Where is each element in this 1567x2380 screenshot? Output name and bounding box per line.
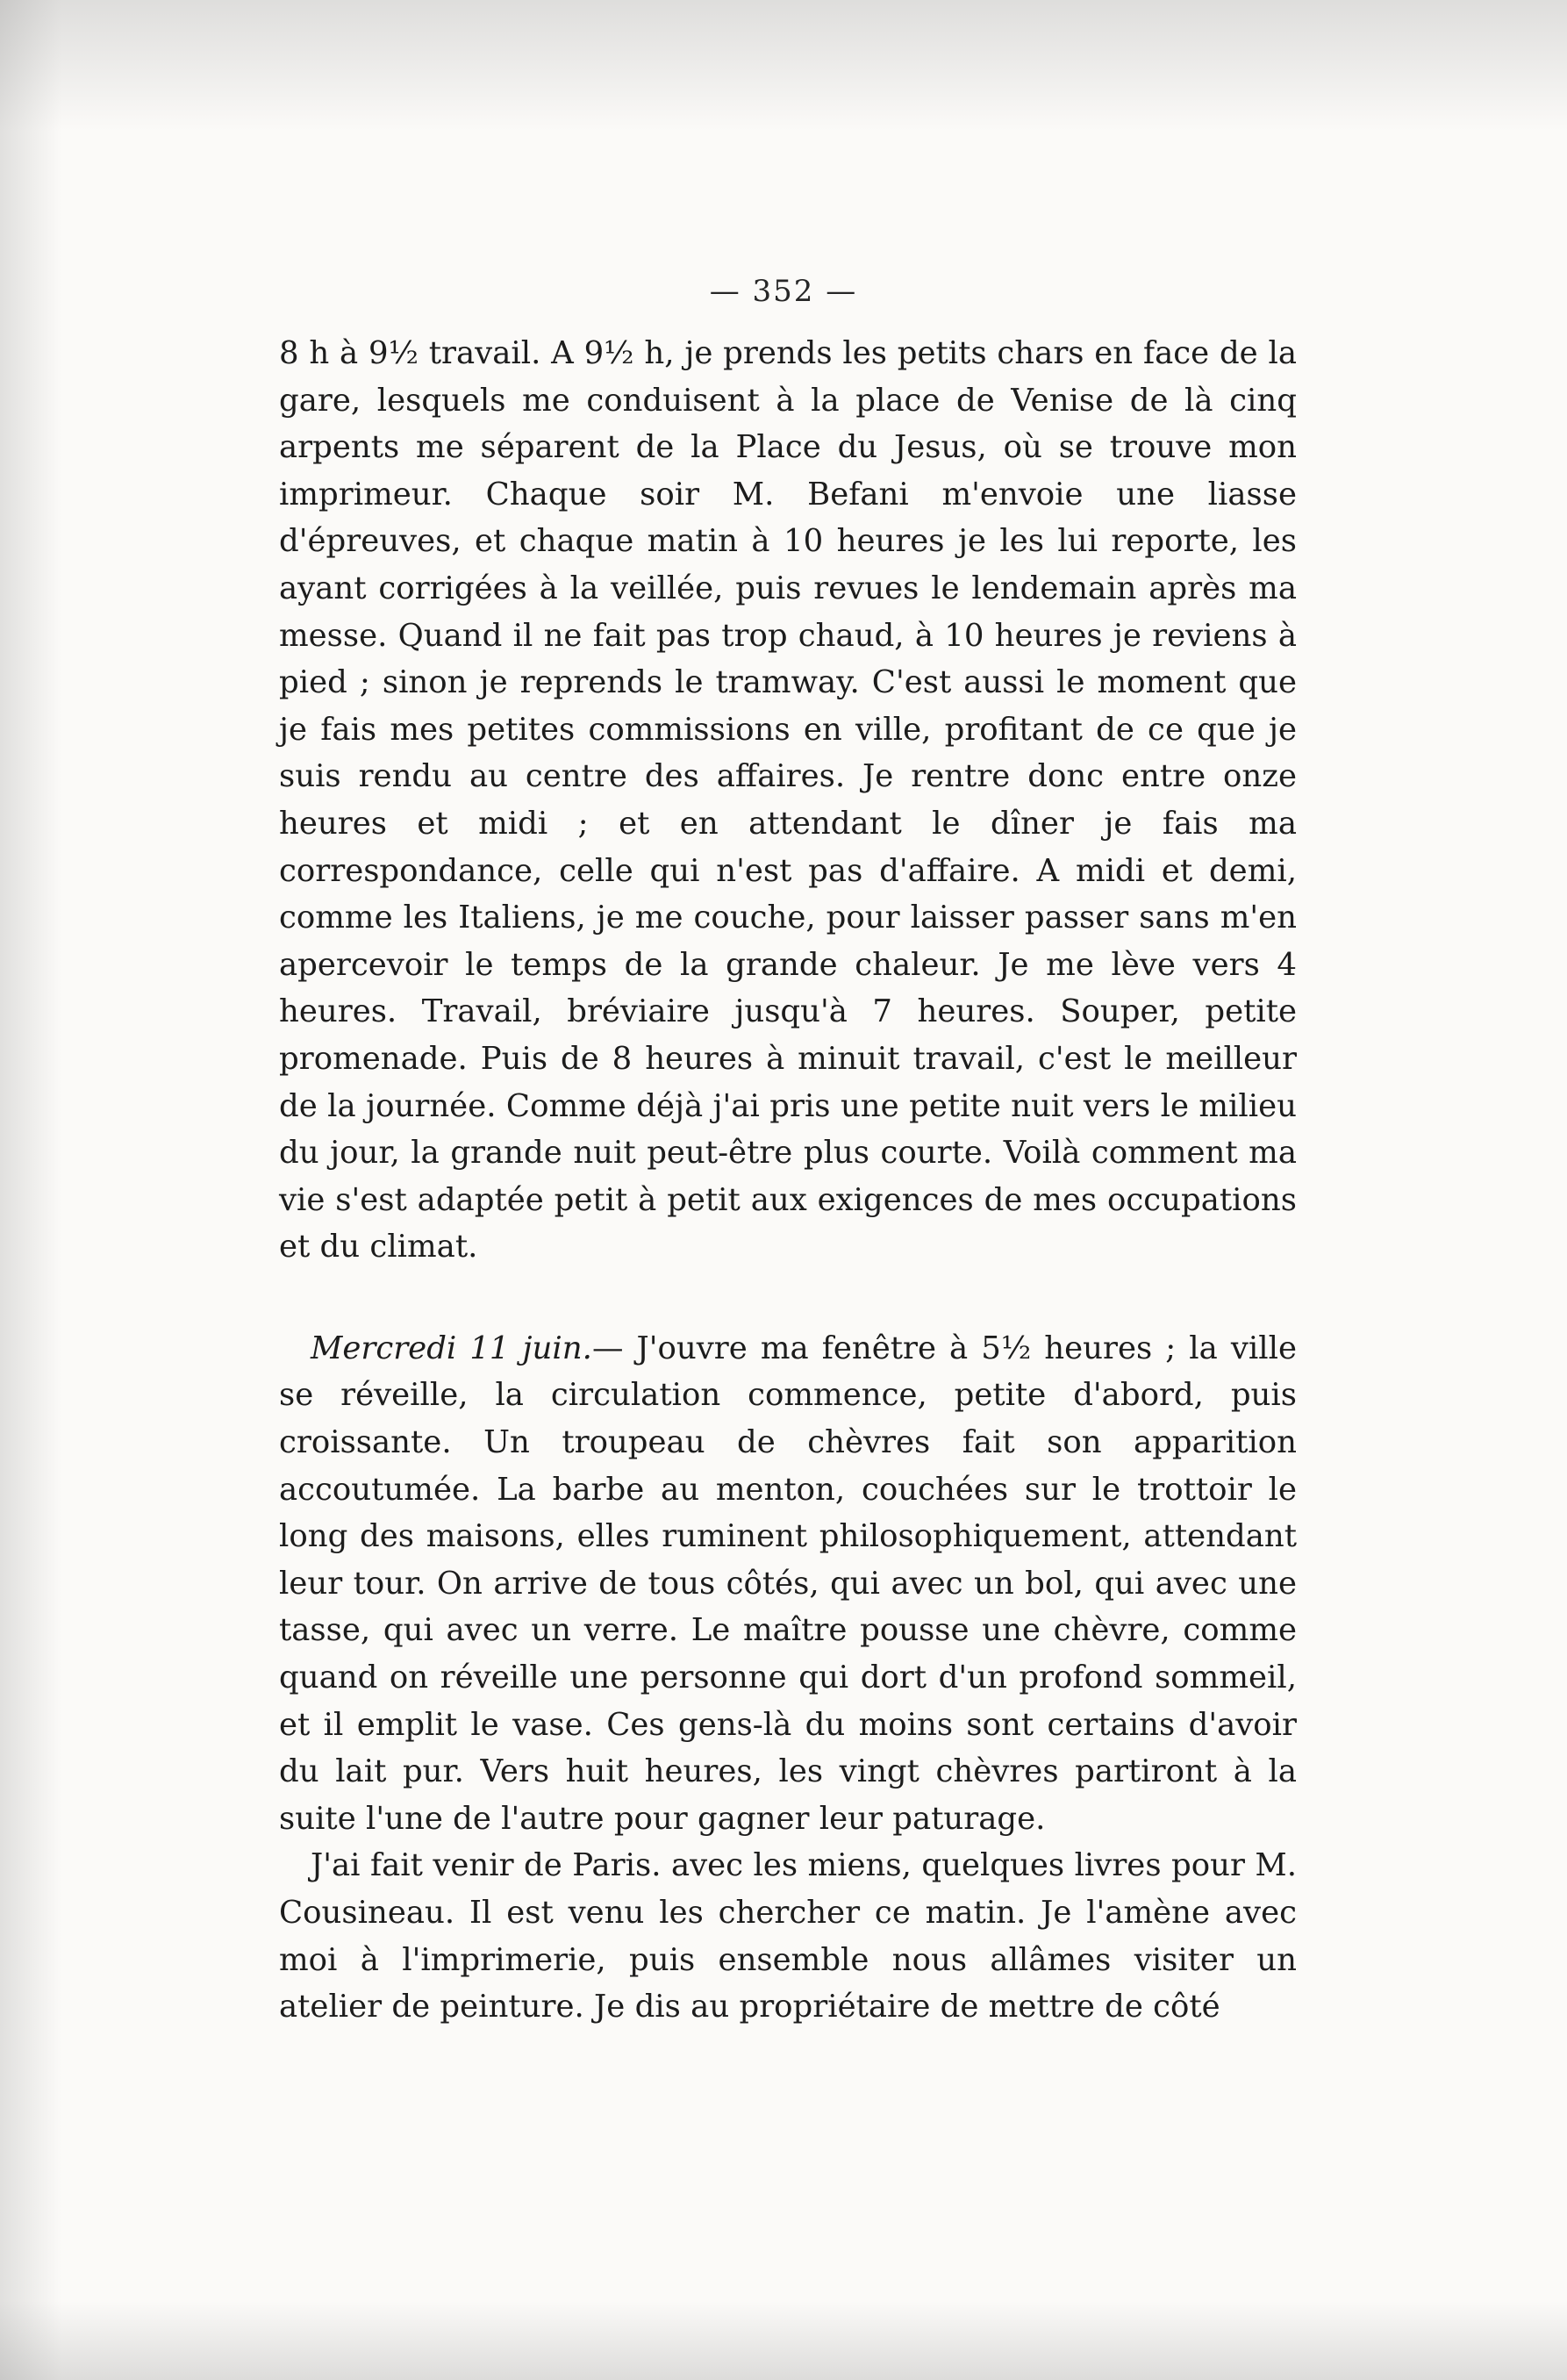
scan-shadow-left [0, 0, 61, 2380]
body-text [279, 330, 1297, 2031]
entry-date: Mercredi 11 juin. [311, 1330, 592, 1366]
paragraph-daily-schedule: 8 h à 9½ travail. A 9½ h, je prends les petits chars en face de la gare, lesquels me conduisent à la place de Venise de là cinq arpents me séparent de la Place du Jesus, où se trouve mon imprimeur. Chaque soir M. Befani m'envoie une liasse d'épreuves, et chaque matin à 10 heures je les lui reporte, les ayant corrigées à la veillée, puis revues le lendemain après ma messe. Quand il ne fait pas trop chaud, à 10 heures je reviens à pied ; sinon je reprends le tramway. C'est aussi le moment que je fais mes petites commissions en ville, profitant de ce que je suis rendu au centre des affaires. Je rentre donc entre onze heures et midi ; et en attendant le dîner je fais ma correspondance, celle qui n'est pas d'affaire. A midi et demi, comme les Italiens, je me couche, pour laisser passer sans m'en apercevoir le temps de la grande chaleur. Je me lève vers 4 heures. Travail, bréviaire jusqu'à 7 heures. Souper, petite promenade. Puis de 8 heures à minuit travail, c'est le meilleur de la journée. Comme déjà j'ai pris une petite nuit vers le milieu du jour, la grande nuit peut-être plus courte. Voilà comment ma vie s'est adaptée petit à petit aux exigences de mes occupations et du climat. [279, 335, 1297, 1265]
paragraph-books-cousineau: J'ai fait venir de Paris. avec les miens, quelques livres pour M. Cousineau. Il est venu les chercher ce matin. Je l'amène avec moi à l'imprimerie, puis ensemble nous allâmes visiter un atelier de peinture. Je dis au propriétaire de mettre de côté [279, 1847, 1297, 2025]
entry-text: — J'ouvre ma fenêtre à 5½ heures ; la ville se réveille, la circulation commence, petite d'abord, puis croissante. Un troupeau de chèvres fait son apparition accoutumée. La barbe au menton, couchées sur le trottoir le long des maisons, elles ruminent philosophiquement, attendant leur tour. On arrive de tous côtés, qui avec un bol, qui avec une tasse, qui avec un verre. Le maître pousse une chèvre, comme quand on réveille une personne qui dort d'un profond sommeil, et il emplit le vase. Ces gens-là du moins sont certains d'avoir du lait pur. Vers huit heures, les vingt chèvres partiront à la suite l'une de l'autre pour gagner leur paturage. [279, 1330, 1298, 1837]
page-number: — 352 — [709, 274, 858, 309]
scan-shadow-bottom [0, 2301, 1567, 2380]
paragraph-diary-entry [279, 1325, 1297, 1843]
scan-shadow-top [0, 0, 1567, 132]
